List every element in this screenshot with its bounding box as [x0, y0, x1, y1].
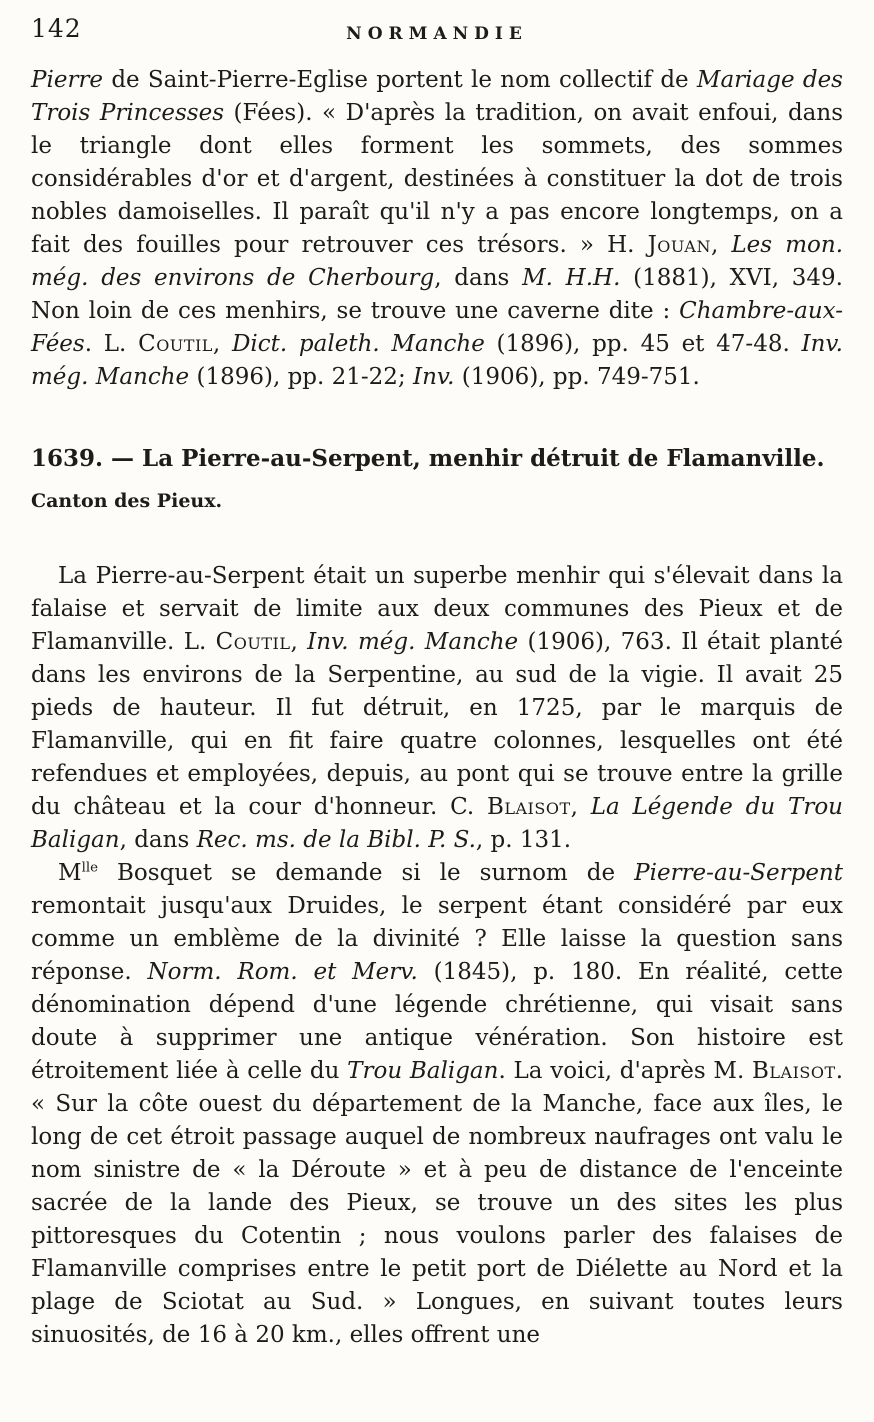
text-run: Inv. még. Manche [31, 331, 843, 390]
running-title: NORMANDIE [346, 24, 528, 44]
page-header [31, 12, 843, 46]
text-run: . La voici, d'après M. [498, 1058, 753, 1084]
text-run: Norm. Rom. et Merv. [147, 959, 418, 985]
text-run: (1845), p. 180. En réalité, cette dénomination dépend d'une légende chrétienne, qui visait sans doute à supprimer une antique vénération. Son histoire est étroitement liée à celle du [31, 959, 843, 1084]
text-run: Inv. [413, 364, 455, 390]
text-run: Mariage des Trois Princesses [31, 67, 843, 126]
text-run: , [710, 232, 732, 258]
text-run: Bosquet se demande si le surnom de [97, 860, 635, 886]
text-run: Pierre [31, 67, 104, 93]
text-run: . L. [84, 331, 139, 357]
text-run: Coutil [138, 331, 213, 357]
text-run: (1906), pp. 749-751. [454, 364, 700, 390]
text-run: (1896), pp. 21-22; [189, 364, 414, 390]
text-run: , dans [434, 265, 523, 291]
text-run: Dict. paleth. Manche [231, 331, 485, 357]
text-run: (1906), 763. Il était planté dans les environs de la Serpentine, au sud de la vigie. Il avait 25 pieds de hauteur. Il fut détruit, en 1725, par le marquis de Flamanville, qui en fit faire quatre colonnes, lesquelles ont été refendues et employées, depuis, au pont qui se trouve entre la grille du château et la cour d'honneur. C. [31, 629, 844, 820]
entry-heading: 1639. — La Pierre-au-Serpent, menhir détruit de Flamanville. [31, 445, 825, 472]
text-run: Jouan [647, 232, 711, 258]
text-run: , [212, 331, 232, 357]
text-run: (Fées). « D'après la tradition, on avait enfoui, dans le triangle dont elles forment les sommets, des sommes considérables d'or et d'argent, destinées à constituer la dot de trois nobles damoiselles. Il paraît qu'il n'y a pas encore longtemps, on a fait des fouilles pour retrouver ces trésors. » H. [31, 100, 843, 258]
text-run: Trou Baligan [347, 1058, 499, 1084]
text-run: Blaisot [486, 794, 571, 820]
text-run: M [58, 860, 82, 886]
page-number: 142 [31, 14, 82, 43]
text-run: Pierre-au-Serpent [634, 860, 843, 886]
text-run: M. H.H. [522, 265, 621, 291]
text-run: de Saint-Pierre-Eglise portent le nom collectif de [103, 67, 697, 93]
text-run: Les mon. még. des environs de Cherbourg [31, 232, 843, 291]
text-run: Rec. ms. de la Bibl. P. S. [196, 827, 476, 853]
text-run: . « Sur la côte ouest du département de la Manche, face aux îles, le long de cet étroit passage auquel de nombreux naufrages ont valu le nom sinistre de « la Déroute » et à peu de distance de l'enceinte sacrée de la lande des Pieux, se trouve un des sites les plus pittoresques du Cotentin ; nous voulons parler des falaises de Flamanville comprises entre le petit port de Diélette au Nord et la plage de Sciotat au Sud. » Longues, en suivant toutes leurs sinuosités, de 16 à 20 km., elles offrent une [31, 1058, 843, 1348]
text-run: (1896), pp. 45 et 47-48. [484, 331, 802, 357]
text-run: , [570, 794, 591, 820]
entry-paragraph-1 [31, 560, 843, 857]
text-run: , [290, 629, 308, 655]
text-run: La Légende du Trou Baligan [31, 794, 843, 853]
text-run: , dans [119, 827, 197, 853]
text-run: Chambre-aux-Fées [31, 298, 843, 357]
entry-paragraph-2 [31, 857, 843, 1352]
page-body [31, 64, 843, 1352]
text-run: Inv. még. Manche [307, 629, 519, 655]
text-run: (1881), XVI, 349. Non loin de ces menhirs, se trouve une caverne dite : [31, 265, 843, 324]
text-run: La Pierre-au-Serpent était un superbe menhir qui s'élevait dans la falaise et servait de limite aux deux communes des Pieux et de Flamanville. L. [31, 563, 843, 655]
text-run: Blaisot [752, 1058, 836, 1084]
text-run: remontait jusqu'aux Druides, le serpent étant considéré par eux comme un emblème de la divinité ? Elle laisse la question sans réponse. [31, 893, 843, 985]
paragraph-continuation [31, 64, 843, 394]
text-run: , p. 131. [475, 827, 572, 853]
text-run: lle [81, 860, 98, 876]
text-run: Coutil [215, 629, 291, 655]
entry-subheading: Canton des Pieux. [31, 490, 223, 512]
